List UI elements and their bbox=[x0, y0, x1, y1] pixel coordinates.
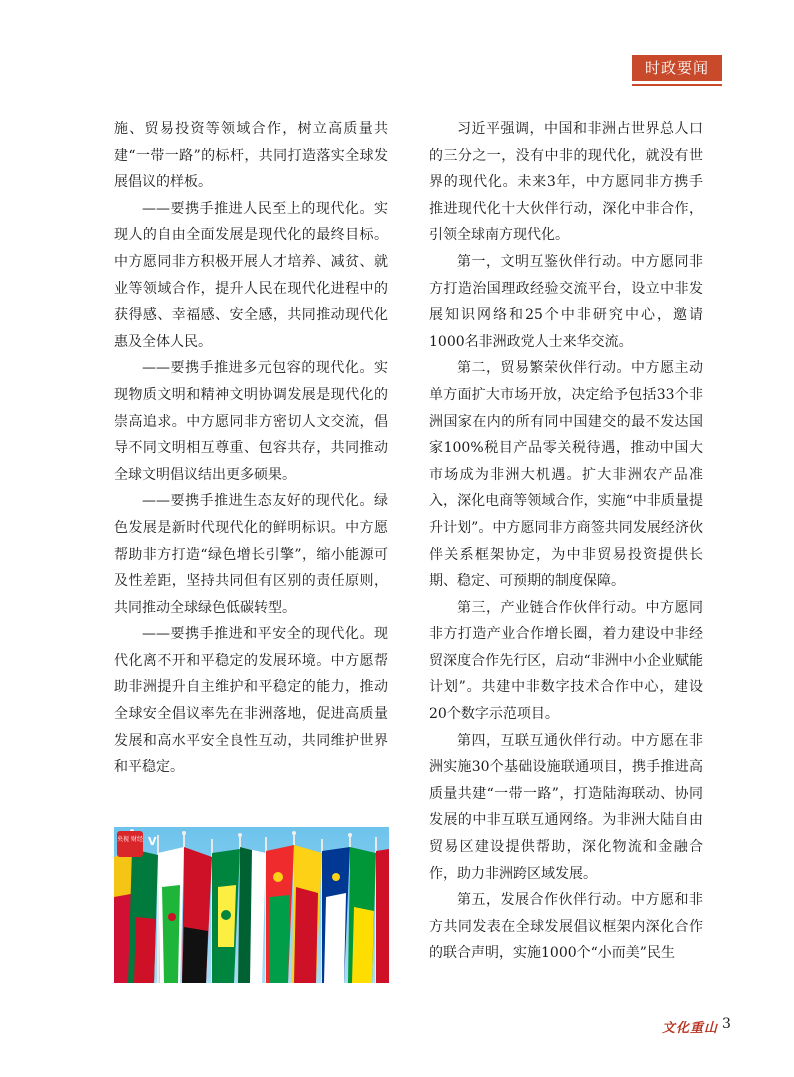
cctv-finance-logo-badge bbox=[117, 831, 143, 857]
left-paragraph-1: 施、贸易投资等领域合作，树立高质量共建“一带一路”的标杆，共同打造落实全球发展倡议的样板。 bbox=[114, 121, 388, 191]
section-tag: 时政要闻 bbox=[632, 55, 722, 81]
page-number: 3 bbox=[722, 1016, 731, 1032]
left-paragraph-4: ——要携手推进生态友好的现代化。绿色发展是新时代现代化的鲜明标识。中方愿帮助非方打造“绿色增长引擎”，缩小能源可及性差距，坚持共同但有区别的责任原则，共同推动全球绿色低碳转型。 bbox=[114, 493, 388, 616]
v-mark: V bbox=[148, 835, 157, 848]
left-paragraph-2: ——要携手推进人民至上的现代化。实现人的自由全面发展是现代化的最终目标。中方愿同非方积极开展人才培养、减贫、就业等领域合作，提升人民在现代化进程中的获得感、幸福感、安全感，共同推动现代化惠及全体人民。 bbox=[114, 200, 388, 350]
left-paragraph-3: ——要携手推进多元包容的现代化。实现物质文明和精神文明协调发展是现代化的崇高追求。中方愿同非方密切人文交流，倡导不同文明相互尊重、包容共存，共同推动全球文明倡议结出更多硕果。 bbox=[114, 360, 388, 483]
right-paragraph-5: 第四，互联互通伙伴行动。中方愿在非洲实施30个基础设施联通项目，携手推进高质量共建“一带一路”，打造陆海联动、协同发展的中非互联互通网络。为非洲大陆自由贸易区建设提供帮助，深化物流和金融合作，助力非洲跨区域发展。 bbox=[429, 732, 703, 882]
left-paragraph-5: ——要携手推进和平安全的现代化。现代化离不开和平稳定的发展环境。中方愿帮助非洲提升自主维护和平稳定的能力，推动全球安全倡议率先在非洲落地，促进高质量发展和高水平安全良性互动，共同维护世界和平稳定。 bbox=[114, 626, 388, 776]
flags-photo bbox=[114, 827, 389, 983]
right-paragraph-3: 第二，贸易繁荣伙伴行动。中方愿主动单方面扩大市场开放，决定给予包括33个非洲国家在内的所有同中国建交的最不发达国家100%税目产品零关税待遇，推动中国大市场成为非洲大机遇。扩大非洲农产品准入，深化电商等领域合作，实施“中非质量提升计划”。中方愿同非方商签共同发展经济伙伴关系框架协定，为中非贸易投资提供长期、稳定、可预期的制度保障。 bbox=[429, 360, 703, 590]
header-rule bbox=[632, 84, 722, 86]
right-paragraph-6: 第五，发展合作伙伴行动。中方愿和非方共同发表在全球发展倡议框架内深化合作的联合声明，实施1000个“小而美”民生 bbox=[429, 892, 703, 962]
right-column bbox=[429, 116, 703, 967]
cctv-finance-logo-text: 央视 财经 bbox=[117, 836, 143, 843]
flags-illustration bbox=[114, 827, 389, 983]
right-paragraph-2: 第一，文明互鉴伙伴行动。中方愿同非方打造治国理政经验交流平台，设立中非发展知识网络和25个中非研究中心，邀请1000名非洲政党人士来华交流。 bbox=[429, 253, 703, 350]
left-column bbox=[114, 116, 388, 781]
right-paragraph-4: 第三，产业链合作伙伴行动。中方愿同非方打造产业合作增长圈，着力建设中非经贸深度合作先行区，启动“非洲中小企业赋能计划”。共建中非数字技术合作中心，建设20个数字示范项目。 bbox=[429, 599, 703, 723]
right-paragraph-1: 习近平强调，中国和非洲占世界总人口的三分之一，没有中非的现代化，就没有世界的现代化。未来3年，中方愿同非方携手推进现代化十大伙伴行动，深化中非合作，引领全球南方现代化。 bbox=[429, 121, 703, 244]
magazine-logo: 文化重山 bbox=[662, 1021, 719, 1036]
